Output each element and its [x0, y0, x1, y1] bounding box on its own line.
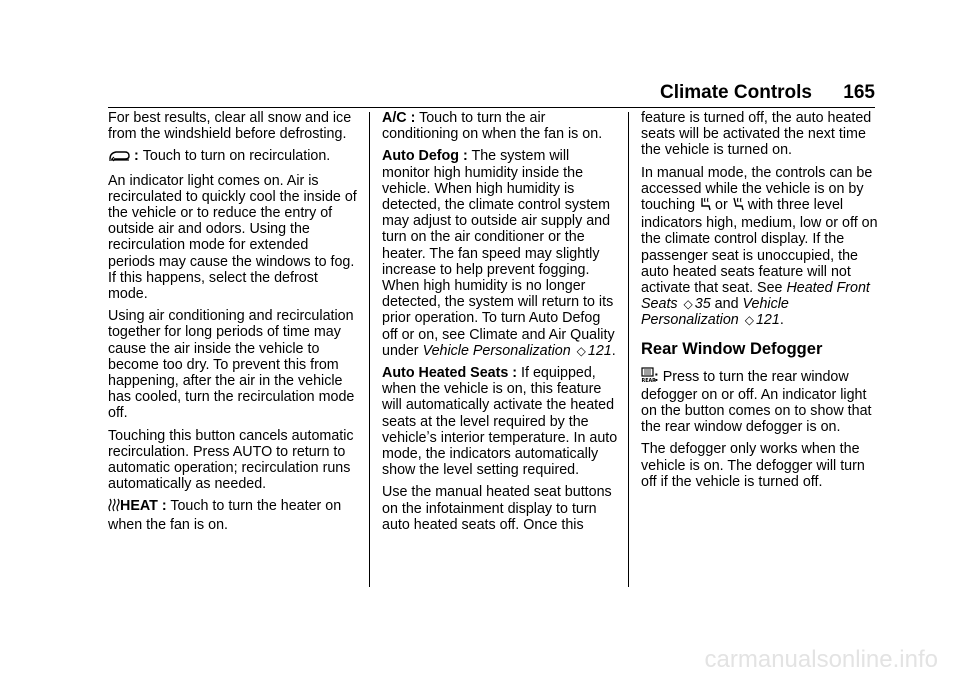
under-word: under: [382, 342, 419, 359]
ref-page[interactable]: 121: [755, 312, 780, 329]
auto-heated-seats-item: [382, 365, 618, 478]
page-header: [0, 82, 875, 106]
header-rule: [108, 107, 875, 108]
heat-text: Touch to turn the heater on when the fan is on.: [108, 498, 342, 533]
auto-heated-seats-text: If equipped, when the vehicle is on, this feature will automatically activate the heated seats at the level required by the vehicleʼs interior temperature. In auto mode, the indicators automatically show the level setting required.: [382, 365, 618, 479]
paragraph: The defogger only works when the vehicle is on. The defogger will turn off if the vehicle is turned off.: [641, 441, 865, 490]
paragraph: Touching this button cancels automatic recirculation. Press AUTO to return to automatic operation; recirculation runs automatically as needed.: [108, 427, 354, 493]
page-reference-icon: ◇: [576, 343, 586, 358]
ac-term: A/C :: [382, 110, 416, 126]
manual-mode-paragraph: In manual mode, the controls can be accessed while the vehicle is on by touching or with three level indicators high, medium, low or off on the climate control display. If the passenger seat is unoccupied, the auto heated seats feature will not activate that seat. See Heated Front Seats ◇ 35 and Vehicle Personalization ◇ 121.: [641, 164, 878, 329]
recirculation-item: : Touch to turn on recirculation.: [108, 148, 358, 166]
ref-page[interactable]: 121: [587, 342, 612, 359]
svg-text:REAR: REAR: [641, 378, 656, 384]
ref-page[interactable]: 35: [694, 296, 711, 313]
paragraph: feature is turned off, the auto heated seats will be activated the next time the vehicle is turned on.: [641, 110, 872, 159]
paragraph: For best results, clear all snow and ice from the windshield before defrosting.: [108, 110, 352, 143]
recirculation-text: Touch to turn on recirculation.: [142, 148, 331, 165]
page-reference-icon: ◇: [744, 313, 754, 328]
paragraph: Use the manual heated seat buttons on the infotainment display to turn auto heated seats off. Once this: [382, 484, 612, 533]
column-divider: [369, 112, 370, 587]
page-number: 165: [843, 82, 875, 103]
auto-defog-item: Auto Defog : The system will monitor high humidity inside the vehicle. When high humidity is detected, the climate control system may adjust to outside air supply and turn on the air conditioner or the heater. The fan speed may slightly increase to help prevent fogging. When high humidity is no longer detected, the system will return to its prior operation. To turn Auto Defog off or on, see Climate and Air Quality under Vehicle Personalization ◇ 121.: [382, 148, 616, 359]
column-3: [641, 110, 878, 496]
ac-text: Touch to turn the air conditioning on when the fan is on.: [382, 110, 603, 143]
section-title: Climate Controls: [659, 82, 813, 103]
heated-seatback-icon: [732, 197, 744, 215]
column-divider: [628, 112, 629, 587]
climate-air-quality-ref: Climate and Air Quality: [469, 326, 615, 343]
footer: [0, 646, 960, 676]
recirculation-icon: [108, 150, 130, 166]
paragraph: Using air conditioning and recirculation together for long periods of time may cause the air inside the vehicle to become too dry. To prevent this from happening, after the air in the vehicle has cooled, turn the recirculation mode off.: [108, 308, 355, 422]
section-heading: Rear Window Defogger: [641, 339, 823, 358]
vehicle-personalization-link[interactable]: Vehicle Personalization: [422, 342, 571, 359]
heated-seat-icon: [699, 197, 711, 215]
column-2: [382, 110, 618, 539]
rear-defogger-text: Press to turn the rear window defogger on or off. An indicator light on the button comes on to show that the rear window defogger is on.: [641, 368, 872, 436]
rear-defrost-icon: [641, 367, 654, 387]
watermark: carmanualsonline.info: [704, 646, 938, 673]
rear-defogger-item: REAR : Press to turn the rear window defogger on or off. An indicator light on the button comes on to show that the rear window defogger is on.: [641, 368, 872, 436]
column-1: [108, 110, 358, 539]
paragraph: An indicator light comes on. Air is recirculated to quickly cool the inside of the vehicle or to reduce the entry of outside air and odors. Using the recirculation mode for extended periods may cause the windows to fog. If this happens, select the defrost mode.: [108, 172, 357, 303]
heated-front-seats-link[interactable]: Heated Front Seats: [641, 280, 870, 313]
page-reference-icon: ◇: [683, 297, 693, 312]
auto-defog-text: The system will monitor high humidity inside the vehicle. When high humidity is detected, the climate control system may adjust to outside air supply and turn on the air conditioner or the heater. The fan speed may slightly increase to help prevent fogging. When high humidity is no longer detected, the system will return to its prior operation. To turn Auto Defog off or on, see: [382, 148, 614, 343]
heat-item: [108, 498, 358, 532]
auto-heated-seats-term: Auto Heated Seats :: [382, 365, 518, 382]
vehicle-personalization-link[interactable]: Vehicle Personalization: [641, 296, 789, 329]
heat-waves-icon: [108, 498, 120, 516]
heat-term: HEAT :: [120, 498, 167, 515]
ac-item: [382, 110, 618, 142]
auto-defog-term: Auto Defog :: [382, 148, 468, 165]
